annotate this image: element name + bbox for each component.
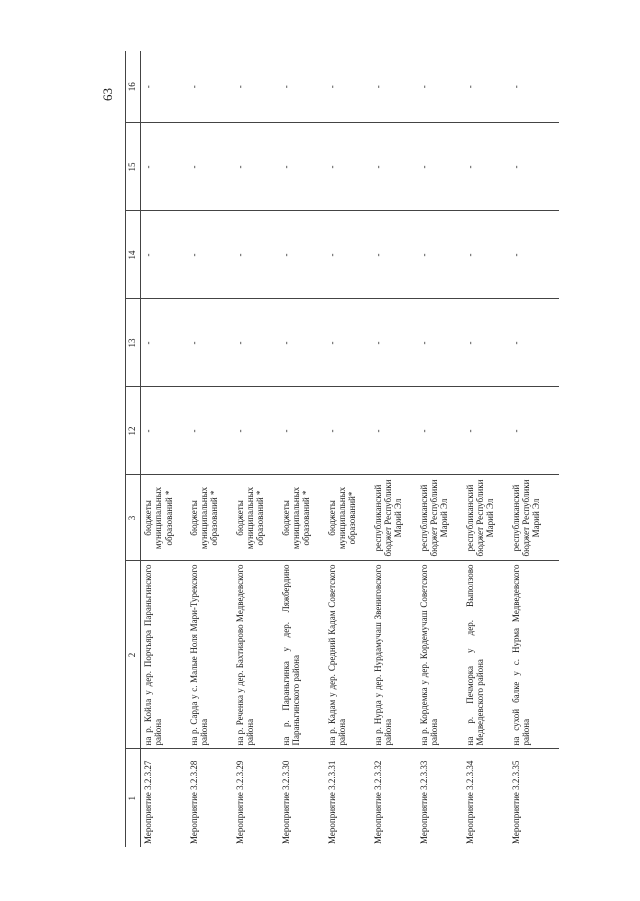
col-header: 3 — [126, 475, 141, 561]
value-cell: - — [187, 51, 233, 123]
measure-object: на р. Койла у дер. Порчъяра Параньгинского района — [141, 561, 187, 749]
value-cell: - — [371, 299, 417, 387]
value-cell: - — [463, 123, 509, 211]
value-cell: - — [279, 387, 325, 475]
col-header: 14 — [126, 211, 141, 299]
funding-source: республиканский бюджет Республики Марий Эл — [463, 475, 509, 561]
measure-object: на р. Печморка у дер. Выползово Медведевского района — [463, 561, 509, 749]
funding-source: республиканский бюджет Республики Марий Эл — [509, 475, 559, 561]
table-row — [141, 51, 187, 847]
funding-source: республиканский бюджет Республики Марий Эл — [371, 475, 417, 561]
col-header: 12 — [126, 387, 141, 475]
value-cell: - — [141, 387, 187, 475]
value-cell: - — [279, 51, 325, 123]
measure-object: на сухой балке у с. Нурма Медведевского района — [509, 561, 559, 749]
measure-object: на р. Кадам у дер. Средний Кадам Советского района — [325, 561, 371, 749]
measure-id: Мероприятие 3.2.3.27 — [143, 760, 153, 844]
measure-id: Мероприятие 3.2.3.34 — [464, 760, 475, 844]
value-cell: - — [141, 211, 187, 299]
value-cell: - — [509, 211, 559, 299]
value-cell: - — [463, 387, 509, 475]
value-cell: - — [141, 123, 187, 211]
value-cell: - — [509, 299, 559, 387]
measure-id: Мероприятие 3.2.3.32 — [372, 760, 383, 844]
funding-source: республиканский бюджет Республики Марий Эл — [417, 475, 463, 561]
value-cell: - — [325, 299, 371, 387]
value-cell: - — [279, 123, 325, 211]
value-cell: - — [509, 123, 559, 211]
measure-id: Мероприятие 3.2.3.33 — [418, 760, 429, 844]
value-cell: - — [325, 51, 371, 123]
value-cell: - — [233, 299, 279, 387]
value-cell: - — [371, 387, 417, 475]
table-row — [417, 51, 463, 847]
measure-object: на р. Параньгинка у дер. Ляжбердино Параньгинского района — [279, 561, 325, 749]
value-cell: - — [371, 211, 417, 299]
measure-id: Мероприятие 3.2.3.31 — [326, 760, 337, 844]
value-cell: - — [325, 387, 371, 475]
value-cell: - — [141, 299, 187, 387]
value-cell: - — [233, 211, 279, 299]
funding-source: бюджеты муниципальных образований * — [233, 475, 279, 561]
value-cell: - — [141, 51, 187, 123]
value-cell: - — [233, 123, 279, 211]
table-row — [279, 51, 325, 847]
col-header: 2 — [126, 561, 141, 749]
table-row — [509, 51, 559, 847]
value-cell: - — [325, 123, 371, 211]
measure-object: на р. Нурда у дер. Нурдамучаш Звениговского района — [371, 561, 417, 749]
value-cell: - — [187, 211, 233, 299]
table-row — [371, 51, 417, 847]
col-header: 16 — [126, 51, 141, 123]
value-cell: - — [187, 123, 233, 211]
measure-object: на р. Реченка у дер. Бахтиарово Медведевского района — [233, 561, 279, 749]
value-cell: - — [463, 211, 509, 299]
measures-table — [125, 51, 559, 847]
value-cell: - — [279, 211, 325, 299]
value-cell: - — [187, 299, 233, 387]
header-row — [126, 51, 141, 847]
measure-id: Мероприятие 3.2.3.35 — [510, 760, 521, 844]
value-cell: - — [417, 211, 463, 299]
value-cell: - — [463, 51, 509, 123]
funding-source: бюджеты муниципальных образований* — [325, 475, 371, 561]
measure-id: Мероприятие 3.2.3.30 — [280, 760, 291, 844]
value-cell: - — [463, 299, 509, 387]
funding-source: бюджеты муниципальных образований * — [141, 475, 187, 561]
table-row — [463, 51, 509, 847]
value-cell: - — [279, 299, 325, 387]
measure-id: Мероприятие 3.2.3.29 — [234, 760, 245, 844]
value-cell: - — [233, 387, 279, 475]
measure-id: Мероприятие 3.2.3.28 — [188, 760, 199, 844]
value-cell: - — [509, 387, 559, 475]
col-header: 15 — [126, 123, 141, 211]
value-cell: - — [417, 123, 463, 211]
value-cell: - — [417, 387, 463, 475]
table-row — [187, 51, 233, 847]
funding-source: бюджеты муниципальных образований * — [279, 475, 325, 561]
value-cell: - — [509, 51, 559, 123]
value-cell: - — [417, 51, 463, 123]
page-number: 63 — [100, 88, 115, 101]
value-cell: - — [187, 387, 233, 475]
value-cell: - — [233, 51, 279, 123]
table-row — [233, 51, 279, 847]
value-cell: - — [417, 299, 463, 387]
col-header: 1 — [126, 749, 141, 847]
value-cell: - — [371, 51, 417, 123]
measure-object: на р. Сарда у с. Малые Ноля Мари-Турекского района — [187, 561, 233, 749]
funding-source: бюджеты муниципальных образований * — [187, 475, 233, 561]
measure-object: на р. Кордемка у дер. Кордемучаш Советского района — [417, 561, 463, 749]
value-cell: - — [371, 123, 417, 211]
table-row — [325, 51, 371, 847]
value-cell: - — [325, 211, 371, 299]
col-header: 13 — [126, 299, 141, 387]
